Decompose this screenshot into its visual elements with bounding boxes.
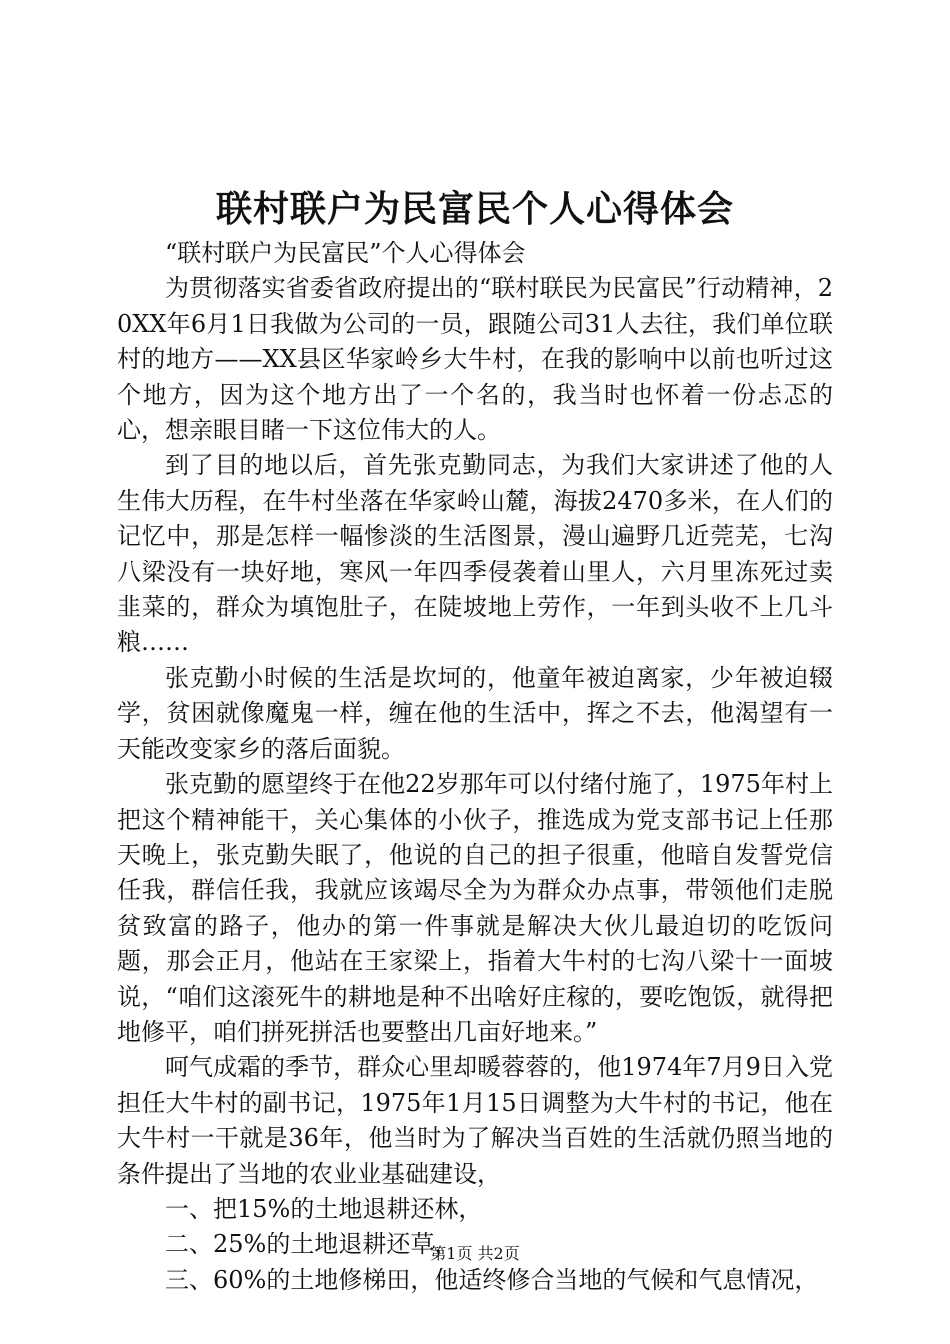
paragraph: 到了目的地以后，首先张克勤同志，为我们大家讲述了他的人生伟大历程，在牛村坐落在华家岭山麓，海拔2470多米，在人们的记忆中，那是怎样一幅惨淡的生活图景，漫山遍野几近莞芜，七沟八梁没有一块好地，寒风一年四季侵袭着山里人，六月里冻死过卖韭菜的，群众为填饱肚子，在陡坡地上劳作，一年到头收不上几斗粮…… [117, 451, 833, 657]
paragraph: 呵气成霜的季节，群众心里却暖蓉蓉的，他1974年7月9日入党担任大牛村的副书记，1975年1月15日调整为大牛村的书记，他在大牛村一干就是36年，他当时为了解决当百姓的生活就仍照当地的条件提出了当地的农业业基础建设， [117, 1053, 833, 1188]
list-item: 一、把15%的土地退耕还林， [165, 1194, 483, 1223]
paragraph-subtitle: “联村联户为民富民”个人心得体会 [165, 239, 526, 267]
paragraph: 张克勤的愿望终于在他22岁那年可以付绪付施了，1975年村上把这个精神能干，关心集体的小伙子，推选成为党支部书记上任那天晚上，张克勤失眠了，他说的自己的担子很重，他暗自发誓党信任我，群信任我，我就应该竭尽全为为群众办点事，带领他们走脱贫致富的路子，他办的第一件事就是解决大伙儿最迫切的吃饭问题，那会正月，他站在王家梁上，指着大牛村的七沟八梁十一面坡说，“咱们这滚死牛的耕地是种不出啥好庄稼的，要吃饱饭，就得把地修平，咱们拼死拼活也要整出几亩好地来。” [117, 770, 833, 1046]
paragraph: 为贯彻落实省委省政府提出的“联村联民为民富民”行动精神，20XX年6月1日我做为公司的一员，跟随公司31人去往，我们单位联村的地方——XX县区华家岭乡大牛村，在我的影响中以前也听过这个地方，因为这个地方出了一个名的，我当时也怀着一份忐忑的心，想亲眼目睹一下这位伟大的人。 [117, 274, 833, 445]
paragraph: 张克勤小时候的生活是坎坷的，他童年被迫离家，少年被迫辍学，贫困就像魔鬼一样，缠在他的生活中，挥之不去，他渴望有一天能改变家乡的落后面貌。 [117, 663, 833, 763]
document-body [117, 236, 833, 1298]
document-title: 联村联户为民富民个人心得体会 [215, 188, 734, 230]
page-footer: 第1页 共2页 [430, 1244, 520, 1263]
list-item: 三、60%的土地修梯田，他适终修合当地的气候和气息情况， [165, 1265, 819, 1294]
list-item: 二、25%的土地退耕还草， [165, 1230, 459, 1259]
